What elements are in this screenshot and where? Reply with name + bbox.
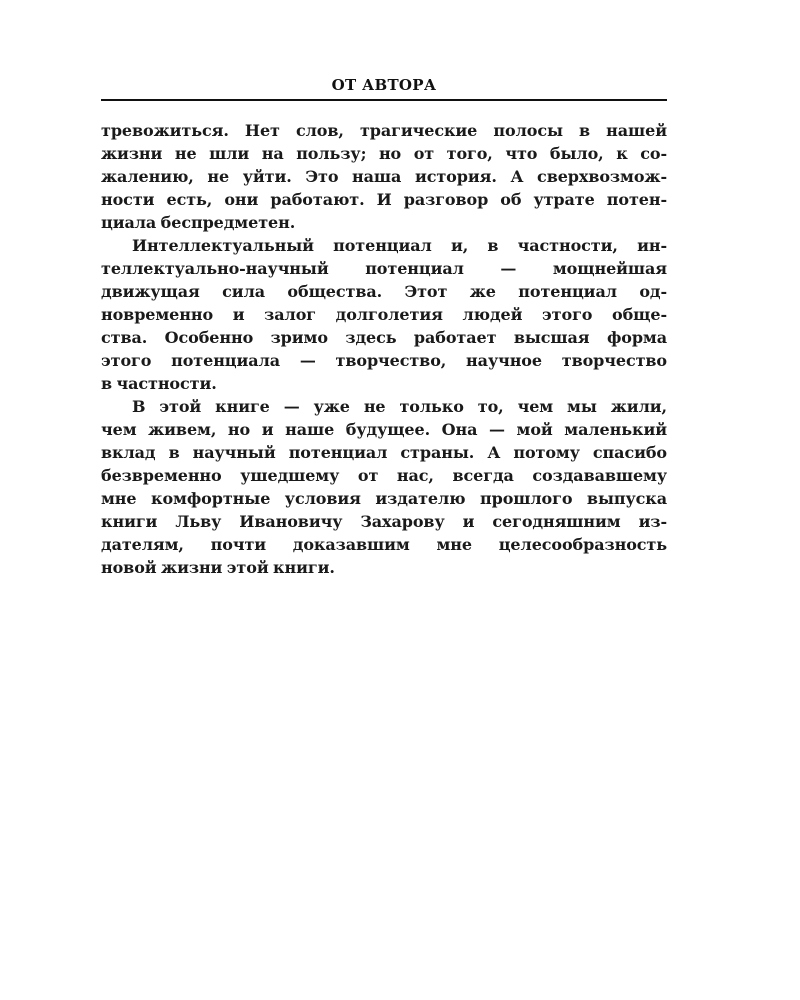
- text-line: вклад в научный потенциал страны. А потому спасибо: [101, 443, 667, 462]
- text-line: движущая сила общества. Этот же потенциал од-: [101, 282, 667, 301]
- text-line: новременно и залог долголетия людей этого обще-: [101, 305, 667, 324]
- text-line: мне комфортные условия издателю прошлого выпуска: [101, 489, 667, 508]
- book-page: [101, 74, 667, 579]
- text-line: теллектуально-научный потенциал — мощнейшая: [101, 259, 667, 278]
- text-line: дателям, почти доказавшим мне целесообразность: [101, 535, 667, 554]
- running-title: ОТ АВТОРА: [331, 76, 437, 94]
- text-line: ности есть, они работают. И разговор об утрате потен-: [101, 190, 667, 209]
- text-line: жизни не шли на пользу; но от того, что было, к со-: [101, 144, 667, 163]
- text-line: В этой книге — уже не только то, чем мы жили,: [132, 397, 667, 416]
- text-line: чем живем, но и наше будущее. Она — мой маленький: [101, 420, 667, 439]
- text-line: Интеллектуальный потенциал и, в частности, ин-: [132, 236, 667, 255]
- text-line: жалению, не уйти. Это наша история. А сверхвозмож-: [101, 167, 667, 186]
- body-text: [101, 119, 667, 579]
- text-line: книги Льву Ивановичу Захарову и сегодняшним из-: [101, 512, 667, 531]
- text-line: безвременно ушедшему от нас, всегда создававшему: [101, 466, 667, 485]
- header-rule: [101, 99, 667, 101]
- text-line: новой жизни этой книги.: [101, 558, 335, 577]
- text-line: этого потенциала — творчество, научное творчество: [101, 351, 667, 370]
- text-line: в частности.: [101, 374, 217, 393]
- text-line: циала беспредметен.: [101, 213, 296, 232]
- text-line: ства. Особенно зримо здесь работает высшая форма: [101, 328, 667, 347]
- text-line: тревожиться. Нет слов, трагические полосы в нашей: [101, 121, 667, 140]
